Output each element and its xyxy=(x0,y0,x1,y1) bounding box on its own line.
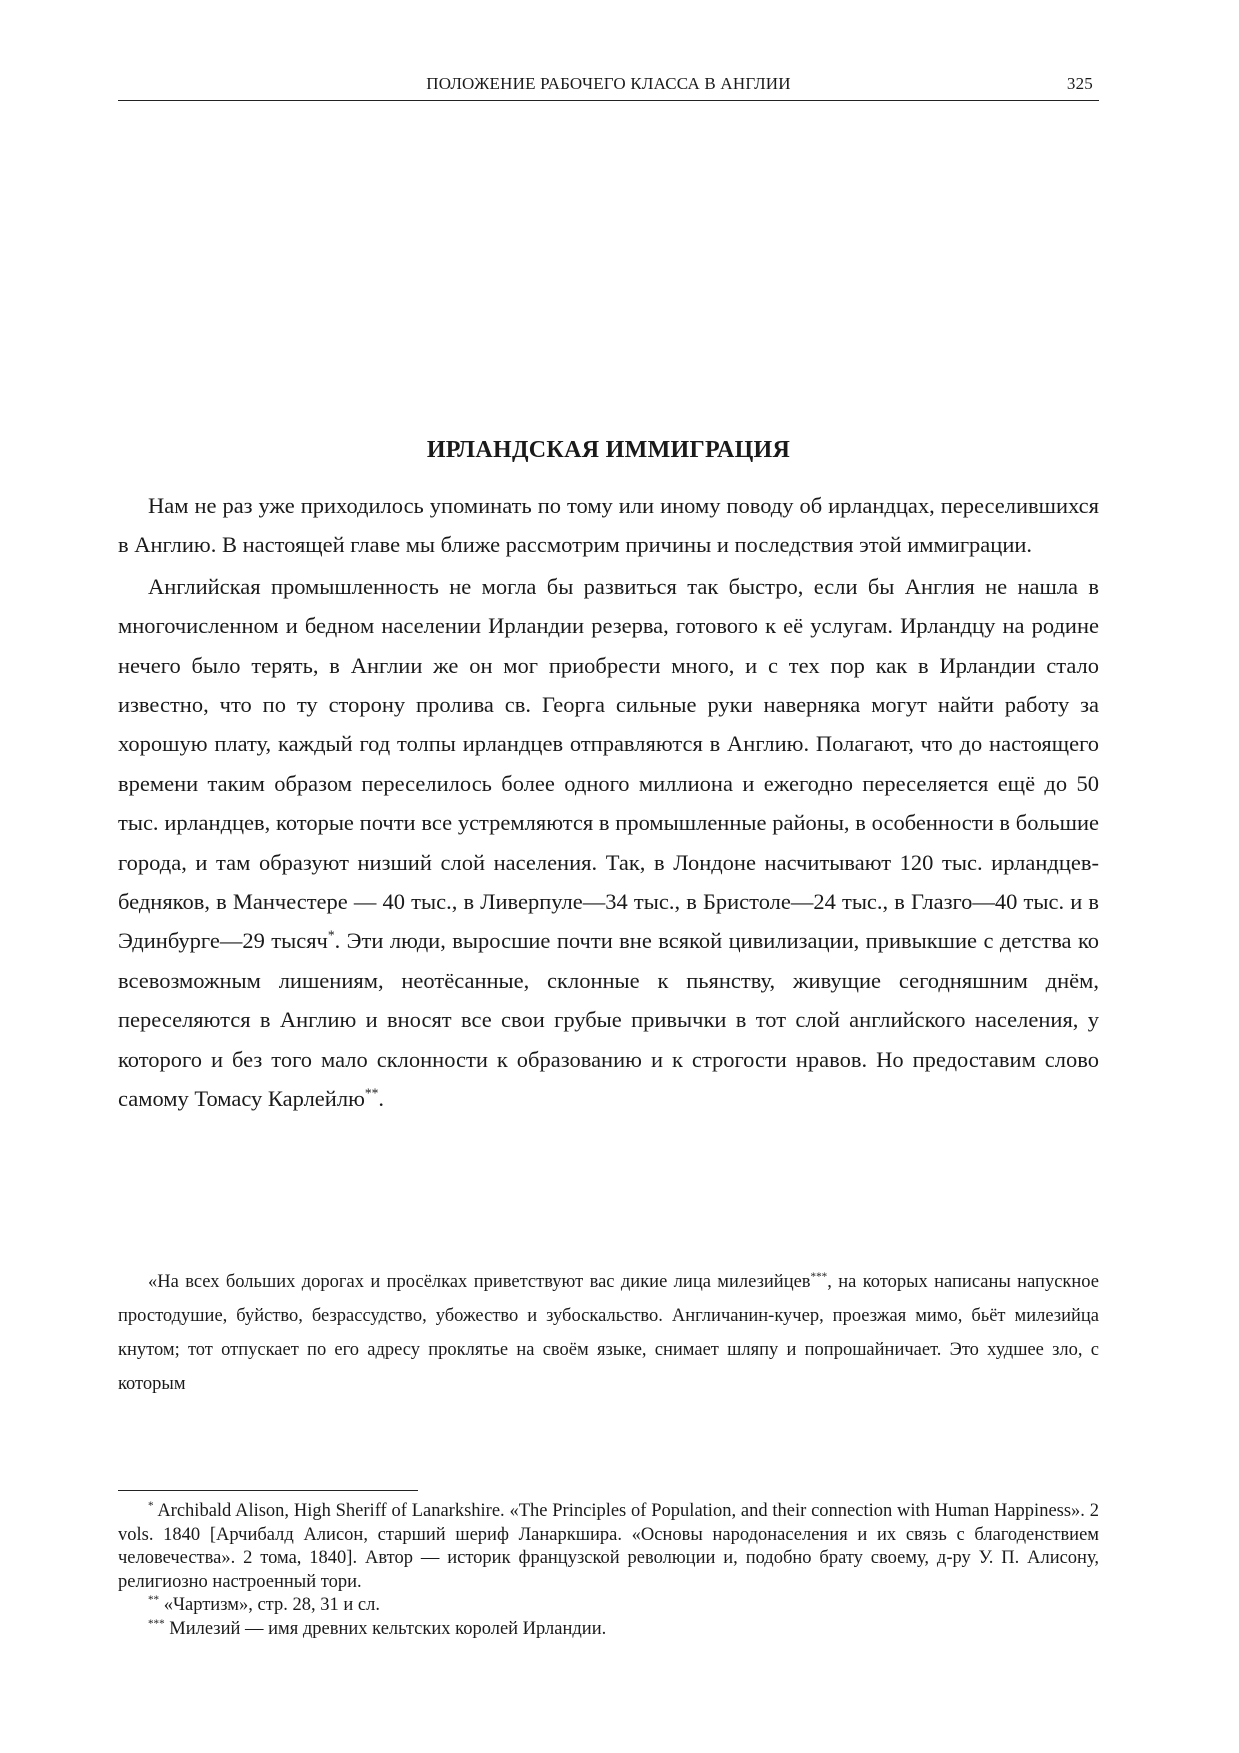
footnote-2 xyxy=(118,1594,1099,1618)
footnote-ref-1: * xyxy=(327,927,335,943)
footnote-1-text: Archibald Alison, High Sheriff of Lanarkshire. «The Principles of Population, and their connection with Human Happiness». 2 vols. 1840 [Арчибалд Алисон, старший шериф Ланаркшира. «Основы народонаселения и их связь с благоденствием человечества». 2 тома, 1840]. Автор — историк французской революции и, подобно брату своему, д-ру У. П. Алисону, религиозно настроенный тори. xyxy=(118,1501,1099,1592)
footnote-3 xyxy=(118,1618,1099,1642)
footnotes xyxy=(118,1500,1099,1641)
footnote-ref-3: *** xyxy=(810,1270,828,1283)
footnote-1 xyxy=(118,1500,1099,1594)
footnote-1-mark: * xyxy=(148,1499,154,1512)
chapter-title: ИРЛАНДСКАЯ ИММИГРАЦИЯ xyxy=(426,437,791,463)
footnote-2-text: «Чартизм», стр. 28, 31 и сл. xyxy=(159,1595,380,1615)
quote-text-b: , на которых написаны напускное простодушие, буйство, безрассудство, убожество и зубоскальство. Англичанин-кучер, проезжая мимо, бьёт милезийца кнутом; тот отпускает по его адресу проклятье на своём языке, снимает шляпу и попрошайничает. Это худшее зло, с которым xyxy=(118,1272,1099,1394)
paragraph-1: Нам не раз уже приходилось упоминать по тому или иному поводу об ирландцах, переселившихся в Англию. В настоящей главе мы ближе рассмотрим причины и последствия этой иммиграции. xyxy=(118,493,1099,558)
footnote-3-text: Милезий — имя древних кельтских королей Ирландии. xyxy=(164,1618,607,1639)
footnote-2-mark: ** xyxy=(148,1593,160,1606)
running-title: ПОЛОЖЕНИЕ РАБОЧЕГО КЛАССА В АНГЛИИ xyxy=(426,74,791,93)
page-number: 325 xyxy=(1066,74,1093,93)
paragraph-2 xyxy=(118,567,1099,1119)
block-quote xyxy=(118,1265,1099,1401)
running-header xyxy=(118,74,1099,101)
footnote-divider xyxy=(118,1490,418,1491)
paragraph-2-text-c: . xyxy=(378,1086,384,1112)
paragraph-2-text-a: Английская промышленность не могла бы развиться так быстро, если бы Англия не нашла в многочисленном и бедном населении Ирландии резерва, готового к её услугам. Ирландцу на родине нечего было терять, в Англии же он мог приобрести много, и с тех пор как в Ирландии стало известно, что по ту сторону пролива св. Георга сильные руки наверняка могут найти работу за хорошую плату, каждый год толпы ирландцев отправляются в Англию. Полагают, что до настоящего времени таким образом переселилось более одного миллиона и ежегодно переселяется ещё до 50 тыс. ирландцев, которые почти все устремляются в промышленные районы, в особенности в большие города, и там образуют низший слой населения. Так, в Лондоне насчитывают 120 тыс. ирландцев-бедняков, в Манчестере — 40 тыс., в Ливерпуле—34 тыс., в Бристоле—24 тыс., в Глазго—40 тыс. и в Эдинбурге—29 тысяч xyxy=(118,573,1099,954)
quote-paragraph xyxy=(118,1265,1099,1401)
footnote-3-mark: *** xyxy=(148,1617,165,1630)
footnote-ref-2: ** xyxy=(364,1085,379,1101)
main-text xyxy=(118,486,1099,1121)
paragraph-2-text-b: . Эти люди, выросшие почти вне всякой цивилизации, привыкшие с детства ко всевозможным лишениям, неотёсанные, склонные к пьянству, живущие сегодняшним днём, переселяются в Англию и вносят все свои грубые привычки в тот слой английского населения, у которого и без того мало склонности к образованию и к строгости нравов. Но предоставим слово самому Томасу Карлейлю xyxy=(118,928,1100,1112)
quote-text-a: «На всех больших дорогах и просёлках приветствуют вас дикие лица милезийцев xyxy=(148,1272,811,1292)
